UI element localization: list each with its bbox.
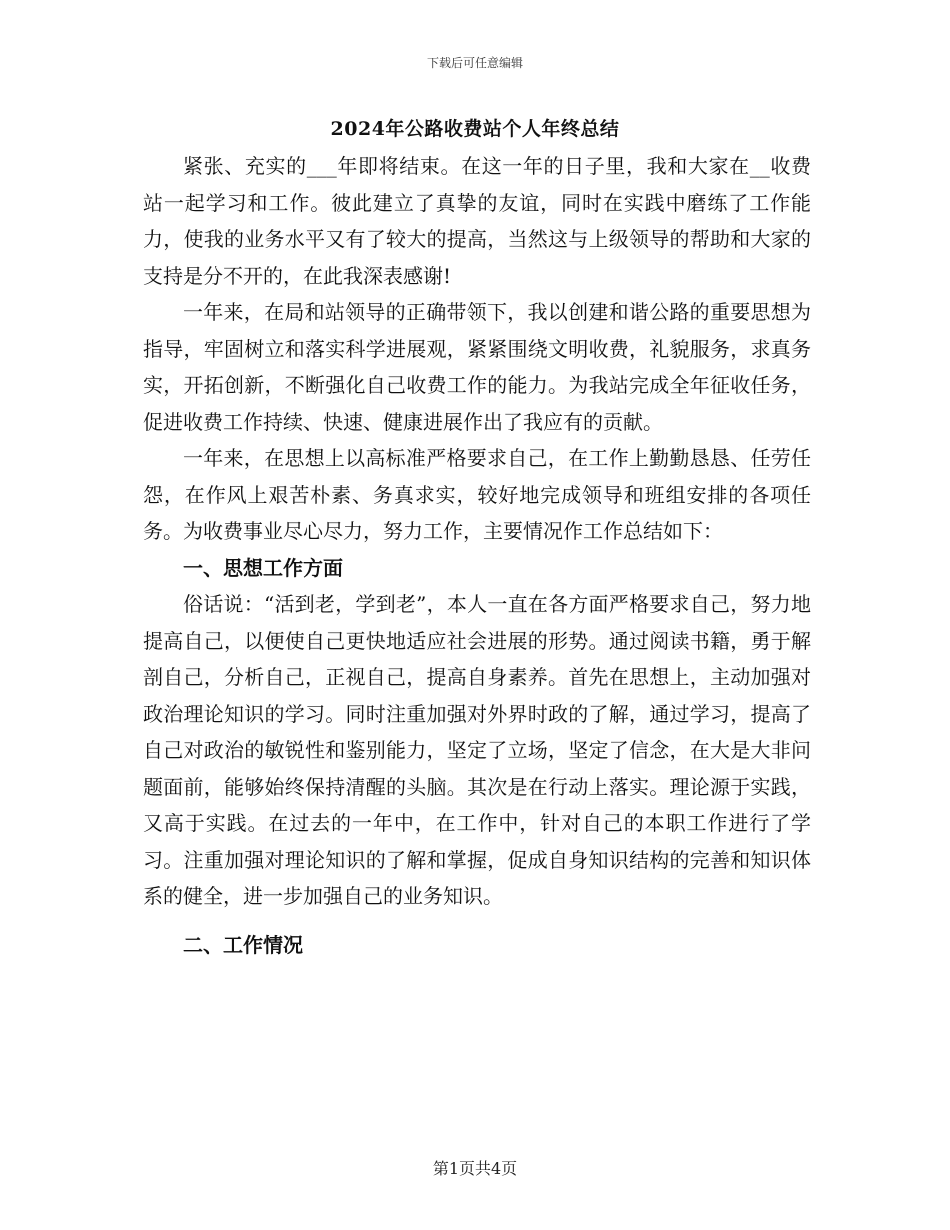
paragraph-intro: 紧张、充实的___年即将结束。在这一年的日子里，我和大家在__收费站一起学习和工作。彼此建立了真挚的友谊，同时在实践中磨练了工作能力，使我的业务水平又有了较大的提高，当然这与上级领导的帮助和大家的支持是分不开的，在此我深表感谢! bbox=[143, 154, 811, 288]
section-heading-thought: 一、思想工作方面 bbox=[183, 555, 343, 580]
section-heading-work: 二、工作情况 bbox=[183, 932, 303, 957]
page-number-footer: 第1页共4页 bbox=[432, 1159, 518, 1178]
paragraph-leadership: 一年来，在局和站领导的正确带领下，我以创建和谐公路的重要思想为指导，牢固树立和落实科学进展观，紧紧围绕文明收费，礼貌服务，求真务实，开拓创新，不断强化自己收费工作的能力。为我站完成全年征收任务，促进收费工作持续、快速、健康进展作出了我应有的贡献。 bbox=[143, 300, 811, 434]
document-body bbox=[143, 148, 811, 963]
header-note: 下载后可任意编辑 bbox=[426, 56, 523, 70]
document-title: 2024年公路收费站个人年终总结 bbox=[330, 118, 620, 140]
paragraph-thought-work: 俗话说：“活到老，学到老”，本人一直在各方面严格要求自己，努力地提高自己，以便使自己更快地适应社会进展的形势。通过阅读书籍，勇于解剖自己，分析自己，正视自己，提高自身素养。首先在思想上，主动加强对政治理论知识的学习。同时注重加强对外界时政的了解，通过学习，提高了自己对政治的敏锐性和鉴别能力，坚定了立场，坚定了信念，在大是大非问题面前，能够始终保持清醒的头脑。其次是在行动上落实。理论源于实践，又高于实践。在过去的一年中，在工作中，针对自己的本职工作进行了学习。注重加强对理论知识的了解和掌握，促成自身知识结构的完善和知识体系的健全，进一步加强自己的业务知识。 bbox=[143, 592, 811, 908]
paragraph-summary-intro: 一年来，在思想上以高标准严格要求自己，在工作上勤勤恳恳、任劳任怨，在作风上艰苦朴素、务真求实，较好地完成领导和班组安排的各项任务。为收费事业尽心尽力，努力工作，主要情况作工作总结如下： bbox=[143, 446, 811, 543]
